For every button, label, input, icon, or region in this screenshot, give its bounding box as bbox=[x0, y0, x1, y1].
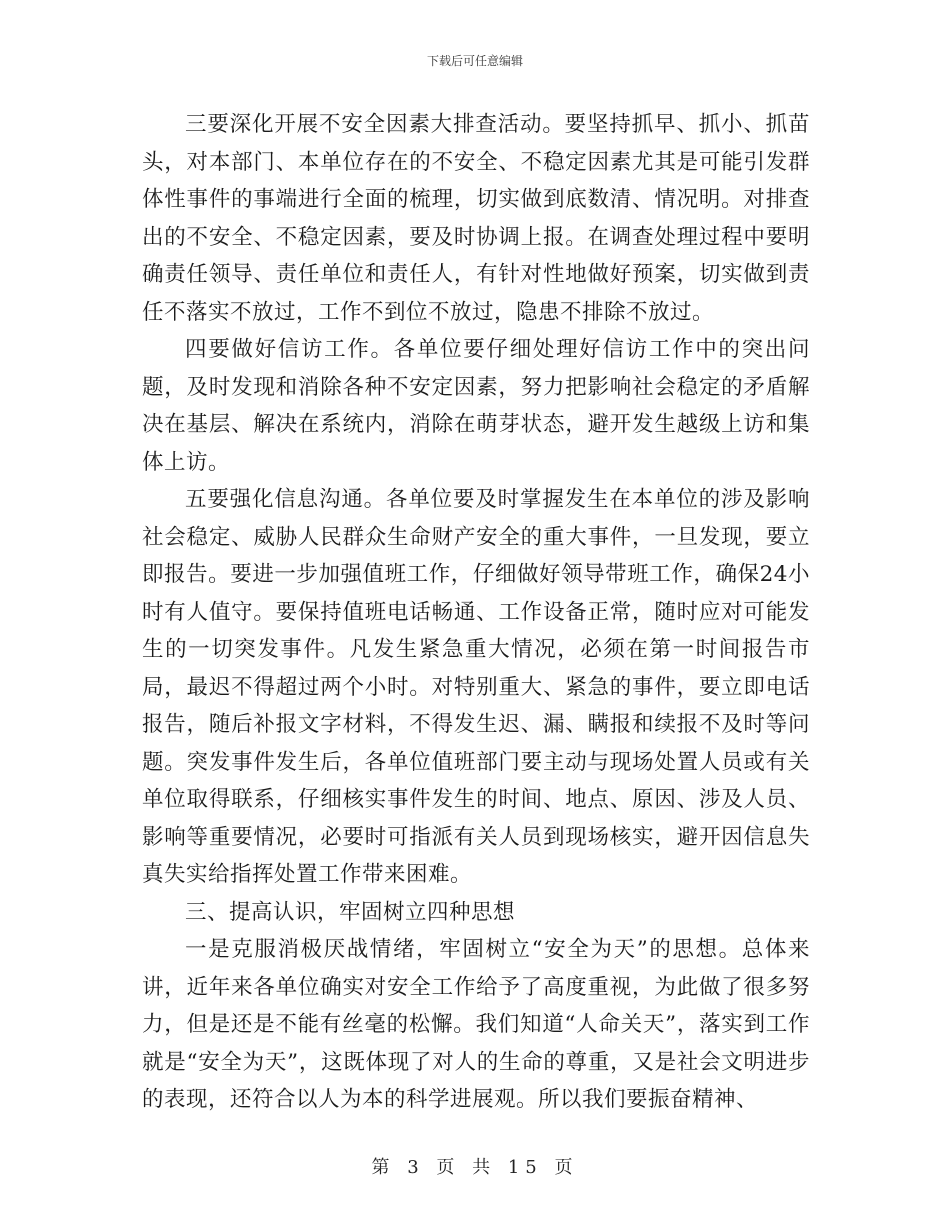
document-body bbox=[142, 106, 810, 1119]
paragraph-item-4: 四要做好信访工作。各单位要仔细处理好信访工作中的突出问题，及时发现和消除各种不安定因素，努力把影响社会稳定的矛盾解决在基层、解决在系统内，消除在萌芽状态，避开发生越级上访和集体上访。 bbox=[142, 337, 810, 475]
page-header: 下载后可任意编辑 bbox=[426, 54, 523, 68]
section-heading: 三、提高认识，牢固树立四种思想 bbox=[185, 899, 516, 925]
paragraph-item-5: 五要强化信息沟通。各单位要及时掌握发生在本单位的涉及影响社会稳定、威胁人民群众生命财产安全的重大事件，一旦发现，要立即报告。要进一步加强值班工作，仔细做好领导带班工作，确保24小时有人值守。要保持值班电话畅通、工作设备正常，随时应对可能发生的一切突发事件。凡发生紧急重大情况，必须在第一时间报告市局，最迟不得超过两个小时。对特别重大、紧急的事件，要立即电话报告，随后补报文字材料，不得发生迟、漏、瞒报和续报不及时等问题。突发事件发生后，各单位值班部门要主动与现场处置人员或有关单位取得联系，仔细核实事件发生的时间、地点、原因、涉及人员、影响等重要情况，必要时可指派有关人员到现场核实，避开因信息失真失实给指挥处置工作带来困难。 bbox=[142, 487, 810, 887]
paragraph-item-first: 一是克服消极厌战情绪，牢固树立“安全为天”的思想。总体来讲，近年来各单位确实对安全工作给予了高度重视，为此做了很多努力，但是还是不能有丝毫的松懈。我们知道“人命关天”，落实到工作就是“安全为天”，这既体现了对人的生命的尊重，又是社会文明进步的表现，还符合以人为本的科学进展观。所以我们要振奋精神、 bbox=[142, 937, 810, 1112]
page-number: 第 3 页 共 15 页 bbox=[371, 1157, 579, 1178]
paragraph-item-3: 三要深化开展不安全因素大排查活动。要坚持抓早、抓小、抓苗头，对本部门、本单位存在的不安全、不稳定因素尤其是可能引发群体性事件的事端进行全面的梳理，切实做到底数清、情况明。对排查出的不安全、不稳定因素，要及时协调上报。在调查处理过程中要明确责任领导、责任单位和责任人，有针对性地做好预案，切实做到责任不落实不放过，工作不到位不放过，隐患不排除不放过。 bbox=[142, 112, 810, 325]
